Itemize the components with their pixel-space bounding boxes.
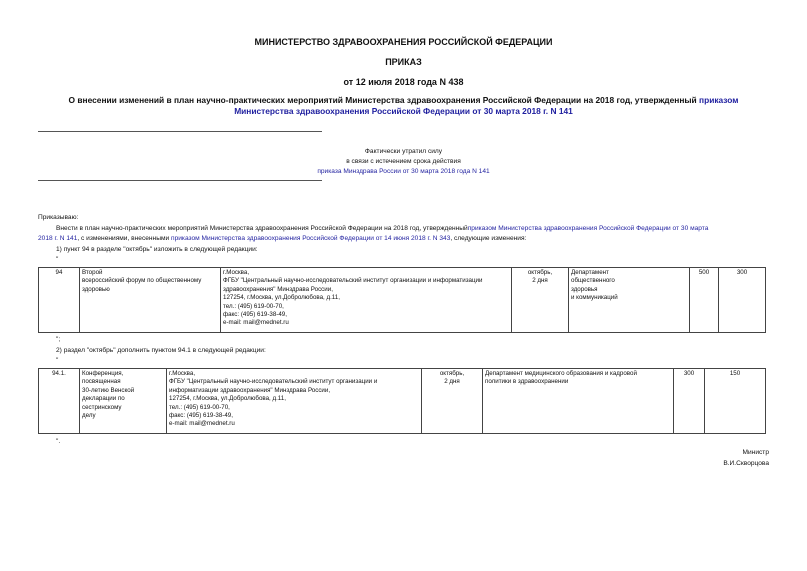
paragraph-link-order-141-cont[interactable]: 2018 г. N 141	[38, 235, 78, 242]
organizer-line: ФГБУ "Центральный научно-исследовательский институт организации и информатизации	[223, 277, 483, 285]
plan-table-item-94	[38, 267, 766, 333]
divider-top	[38, 131, 322, 132]
subject-link-order-details[interactable]: Министерства здравоохранения Российской Федерации от 30 марта 2018 г. N 141	[234, 106, 573, 116]
cell-department	[569, 268, 690, 333]
table-row	[39, 268, 766, 333]
signature-title: Министр	[742, 449, 769, 456]
organizer-line: г.Москва,	[223, 269, 250, 276]
status-line-2: в связи с истечением срока действия	[346, 158, 461, 165]
cell-number: 94.1.	[39, 369, 80, 434]
department-line: Департамент	[571, 269, 609, 276]
cell-value-1: 500	[690, 268, 719, 333]
subject-link-order[interactable]: приказом	[699, 95, 739, 105]
paragraph-link-order-141[interactable]: приказом Министерства здравоохранения Российской Федерации от 30 марта	[467, 225, 709, 232]
document-date-number: от 12 июля 2018 года N 438	[343, 77, 464, 87]
document-subject	[18, 95, 789, 117]
cell-dates	[422, 369, 483, 434]
cell-value-2: 150	[705, 369, 766, 434]
table-row	[39, 369, 766, 434]
organizer-line: 127254, г.Москва, ул.Добролюбова, д.11,	[223, 294, 340, 302]
department-line: общественного	[571, 277, 615, 285]
ministry-title: МИНИСТЕРСТВО ЗДРАВООХРАНЕНИЯ РОССИЙСКОЙ ФЕДЕРАЦИИ	[254, 37, 553, 47]
event-line: сестринскому	[82, 403, 122, 411]
event-line: посвященная	[82, 378, 121, 386]
main-paragraph	[38, 224, 773, 244]
cell-dates	[512, 268, 569, 333]
plan-table-item-94-1	[38, 368, 766, 434]
paragraph-link-order-343[interactable]: приказом Министерства здравоохранения Российской Федерации от 14 июня 2018 г. N 343	[171, 235, 451, 242]
event-line: делу	[82, 412, 96, 420]
organizer-line: ФГБУ "Центральный научно-исследовательский институт организации и	[169, 378, 378, 386]
order-word: Приказываю:	[38, 214, 79, 221]
department-line: здоровья	[571, 285, 598, 293]
dates-line: 2 дня	[532, 277, 548, 285]
event-line: Второй	[82, 269, 103, 276]
subject-text: О внесении изменений в план научно-практических мероприятий Министерства здравоохранения Российской Федерации на 2018 год, утвержденный	[68, 95, 700, 105]
department-line: Департамент медицинского образования и кадровой	[485, 370, 637, 377]
signature-name: В.И.Скворцова	[723, 460, 769, 467]
status-link[interactable]: приказа Минздрава России от 30 марта 2018 года N 141	[317, 168, 490, 175]
event-line: Конференция,	[82, 370, 124, 377]
item-2: 2) раздел "октябрь" дополнить пунктом 94.1 в следующей редакции:	[56, 347, 266, 354]
main-paragraph-line-1	[38, 224, 773, 234]
dates-line: октябрь,	[439, 370, 465, 377]
event-line: здоровью	[82, 285, 110, 293]
cell-event	[80, 268, 221, 333]
paragraph-text-2: , с изменениями, внесенными	[77, 235, 171, 242]
paragraph-text-1: Внести в план научно-практических мероприятий Министерства здравоохранения Российской Федерации на 2018 год, утвержденный	[56, 225, 468, 232]
organizer-line: факс: (495) 619-38-49,	[223, 311, 287, 319]
organizer-line: e-mail: mail@mednet.ru	[223, 319, 289, 327]
item-1: 1) пункт 94 в разделе "октябрь" изложить в следующей редакции:	[56, 246, 258, 253]
event-line: 30-летию Венской	[82, 386, 135, 394]
paragraph-text-3: , следующие изменения:	[450, 235, 527, 242]
cell-value-1: 300	[674, 369, 705, 434]
main-paragraph-line-2	[38, 234, 773, 244]
cell-department	[483, 369, 674, 434]
organizer-line: тел.: (495) 619-00-70,	[169, 403, 230, 411]
cell-organizer	[167, 369, 422, 434]
quote-close-2: ".	[56, 438, 61, 445]
cell-number: 94	[39, 268, 80, 333]
quote-close-1: ";	[56, 336, 61, 343]
organizer-line: тел.: (495) 619-00-70,	[223, 302, 284, 310]
cell-organizer	[221, 268, 512, 333]
organizer-line: факс: (495) 619-38-49,	[169, 412, 233, 420]
event-line: декларации по	[82, 395, 125, 403]
organizer-line: 127254, г.Москва, ул.Добролюбова, д.11,	[169, 395, 286, 403]
document-type: ПРИКАЗ	[385, 57, 422, 67]
event-line: всероссийский форум по общественному	[82, 277, 202, 285]
quote-open-1: "	[56, 256, 59, 263]
dates-line: 2 дня	[444, 378, 460, 386]
organizer-line: информатизации здравоохранения" Минздрава России,	[169, 386, 331, 394]
cell-value-2: 300	[719, 268, 766, 333]
department-line: и коммуникаций	[571, 294, 618, 302]
department-line: политики в здравоохранении	[485, 378, 569, 386]
divider-bottom	[38, 180, 322, 181]
organizer-line: здравоохранения" Минздрава России,	[223, 285, 333, 293]
status-line-1: Фактически утратил силу	[364, 148, 443, 155]
organizer-line: e-mail: mail@mednet.ru	[169, 420, 235, 428]
quote-open-2: "	[56, 357, 59, 364]
cell-event	[80, 369, 167, 434]
organizer-line: г.Москва,	[169, 370, 196, 377]
dates-line: октябрь,	[527, 269, 553, 276]
